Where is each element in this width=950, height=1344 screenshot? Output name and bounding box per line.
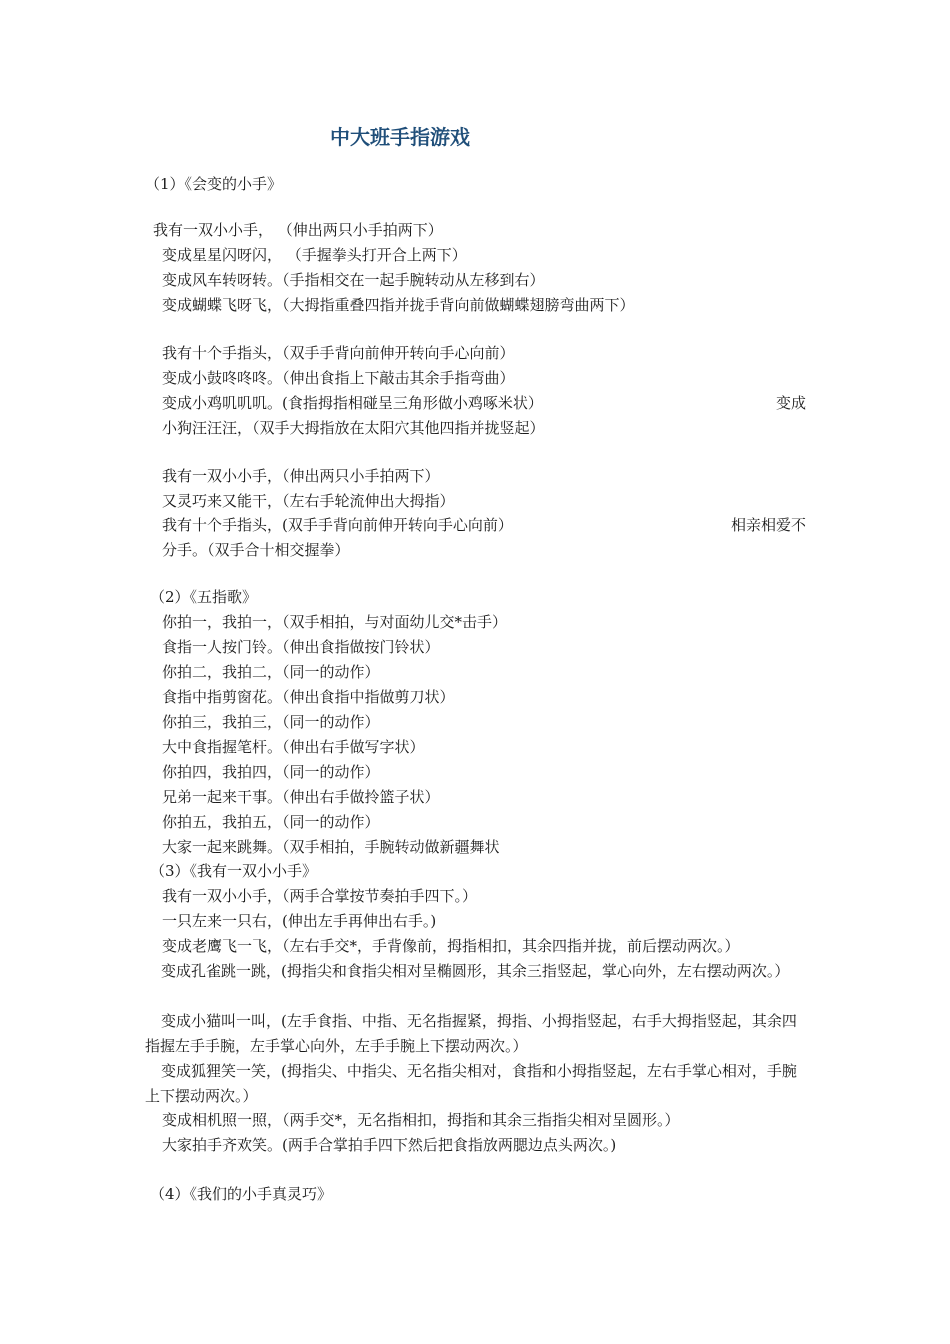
verse-paragraph (145, 1009, 810, 1059)
verse-line: 大家拍手齐欢笑。(两手合掌拍手四下然后把食指放两腮边点头两次。) (162, 1136, 617, 1154)
verse-line: 分手。（双手合十相交握拳） (162, 541, 350, 559)
verse-line: 小狗汪汪汪，（双手大拇指放在太阳穴其他四指并拢竖起） (162, 419, 545, 437)
verse-line: 变成蝴蝶飞呀飞，（大拇指重叠四指并拢手背向前做蝴蝶翅膀弯曲两下） (162, 296, 635, 314)
verse-line: 兄弟一起来干事。（伸出右手做拎篮子状） (162, 788, 440, 806)
verse-line: 变成小鸡叽叽叽。(食指拇指相碰呈三角形做小鸡啄米状） (162, 394, 543, 412)
verse-line-continuation: 变成 (775, 394, 806, 412)
verse-line: 你拍二，我拍二，（同一的动作） (162, 663, 380, 681)
verse-line: 我有一双小小手， （伸出两只小手拍两下） (153, 221, 443, 239)
verse-line: 变成星星闪呀闪， （手握拳头打开合上两下） (162, 246, 467, 264)
verse-line: 你拍五，我拍五，（同一的动作） (162, 813, 380, 831)
verse-line: 你拍三，我拍三，（同一的动作） (162, 713, 380, 731)
verse-line-continuation: 相亲相爱不 (730, 516, 806, 534)
verse-line: 你拍四，我拍四，（同一的动作） (162, 763, 380, 781)
verse-line: 变成小鼓咚咚咚。（伸出食指上下敲击其余手指弯曲） (162, 369, 515, 387)
verse-line: 我有一双小小手，（两手合掌按节奏拍手四下。） (162, 887, 478, 905)
verse-line-split (162, 513, 810, 538)
verse-line-split (162, 391, 810, 416)
section-heading: （2）《五指歌》 (150, 588, 258, 606)
verse-paragraph (145, 1059, 810, 1109)
verse-line: 我有十个手指头，(双手手背向前伸开转向手心向前） (162, 516, 513, 534)
verse-line: 变成风车转呀转。（手指相交在一起手腕转动从左移到右） (162, 271, 545, 289)
verse-line: 变成老鹰飞一飞，（左右手交*，手背像前，拇指相扣，其余四指并拢，前后摆动两次。） (162, 937, 740, 955)
document-title: 中大班手指游戏 (330, 125, 470, 149)
verse-line: 你拍一，我拍一，（双手相拍，与对面幼儿交*击手） (162, 613, 508, 631)
section-heading: （1）《会变的小手》 (145, 175, 283, 193)
verse-line: 变成相机照一照，（两手交*，无名指相扣，拇指和其余三指指尖相对呈圆形。） (162, 1111, 680, 1129)
verse-line: 我有十个手指头，（双手手背向前伸开转向手心向前） (162, 344, 515, 362)
verse-line: 变成孔雀跳一跳，(拇指尖和食指尖相对呈椭圆形，其余三指竖起，掌心向外，左右摆动两次。） (161, 962, 790, 980)
verse-line: 变成狐狸笑一笑，(拇指尖、中指尖、无名指尖相对，食指和小拇指竖起，左右手掌心相对，手腕上下摆动两次。） (145, 1062, 797, 1105)
section-heading: （3）《我有一双小小手》 (150, 862, 318, 880)
verse-line: 又灵巧来又能干，（左右手轮流伸出大拇指） (162, 492, 455, 510)
verse-line: 食指中指剪窗花。（伸出食指中指做剪刀状） (162, 688, 455, 706)
verse-line: 食指一人按门铃。（伸出食指做按门铃状） (162, 638, 440, 656)
verse-line: 我有一双小小手，（伸出两只小手拍两下） (162, 467, 440, 485)
verse-paragraph (145, 959, 810, 984)
verse-line: 大中食指握笔杆。（伸出右手做写字状） (162, 738, 425, 756)
verse-line: 一只左来一只右，(伸出左手再伸出右手。) (162, 912, 437, 930)
verse-line: 变成小猫叫一叫，(左手食指、中指、无名指握紧，拇指、小拇指竖起，右手大拇指竖起，其余四指握左手手腕，左手掌心向外，左手手腕上下摆动两次。） (145, 1012, 797, 1055)
verse-line: 大家一起来跳舞。（双手相拍，手腕转动做新疆舞状 (162, 838, 500, 856)
section-heading: （4）《我们的小手真灵巧》 (150, 1185, 333, 1203)
